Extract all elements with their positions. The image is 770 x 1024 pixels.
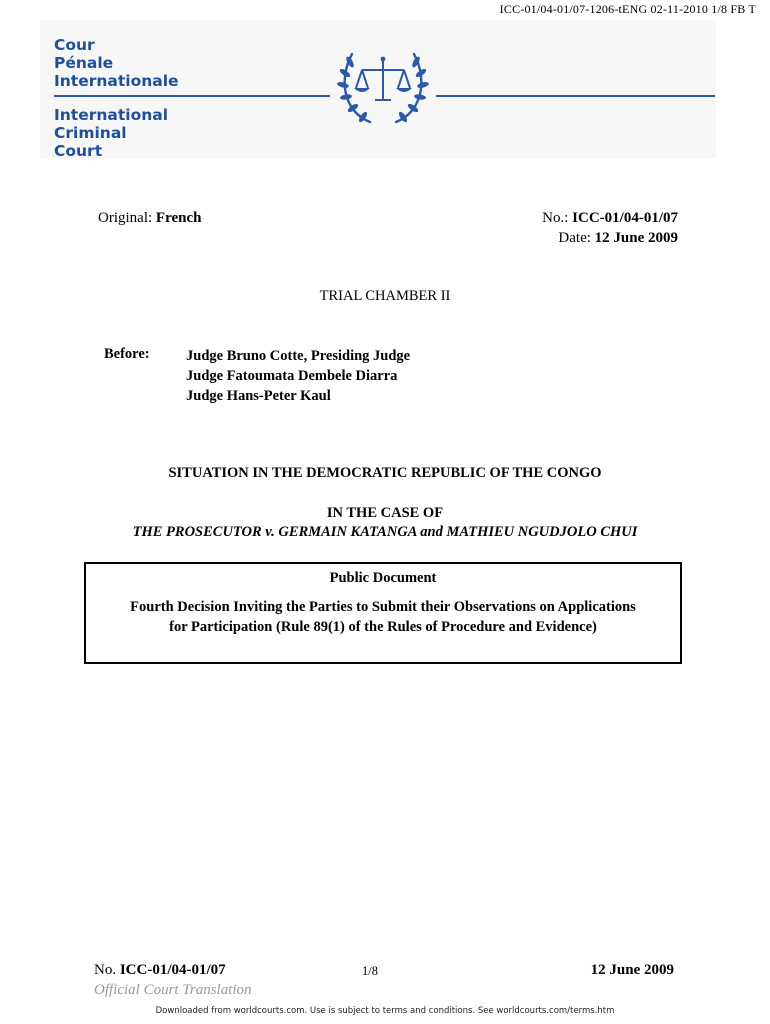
original-language	[98, 208, 201, 228]
footer-page-number: 1/8	[362, 964, 378, 978]
case-number-line	[542, 208, 678, 228]
logo-french-name	[54, 36, 179, 90]
letterhead-rule-left	[54, 95, 330, 97]
logo-english-name	[54, 106, 168, 160]
logo-english-line-3: Court	[54, 142, 103, 160]
document-stamp: ICC-01/04-01/07-1206-tENG 02-11-2010 1/8 FB T	[499, 2, 756, 16]
original-value: French	[155, 210, 202, 226]
scales-of-justice-laurel-icon	[330, 46, 436, 128]
case-date-line	[542, 228, 678, 248]
case-parties: THE PROSECUTOR v. GERMAIN KATANGA and MATHIEU NGUDJOLO CHUI	[132, 524, 638, 540]
judge-item: Judge Hans-Peter Kaul	[186, 388, 331, 404]
document-title-line-1: Fourth Decision Inviting the Parties to Submit their Observations on Applications	[130, 599, 636, 615]
case-date-label: Date:	[558, 230, 591, 246]
footer-case-number	[94, 962, 226, 979]
footer-number-prefix: No.	[94, 962, 117, 978]
footer-date: 12 June 2009	[590, 962, 674, 978]
case-number-label: No.:	[542, 210, 569, 226]
document-classification: Public Document	[329, 570, 437, 586]
judge-item: Judge Fatoumata Dembele Diarra	[186, 368, 398, 384]
situation-heading: SITUATION IN THE DEMOCRATIC REPUBLIC OF THE CONGO	[168, 465, 602, 481]
logo-english-line-2: Criminal	[54, 124, 127, 142]
judge-item: Judge Bruno Cotte, Presiding Judge	[186, 348, 411, 364]
document-title-line-2: for Participation (Rule 89(1) of the Rules of Procedure and Evidence)	[169, 619, 597, 635]
download-notice: Downloaded from worldcourts.com. Use is subject to terms and conditions. See worldcourts.com/terms.htm	[155, 1006, 615, 1016]
case-number-value: ICC-01/04-01/07	[572, 210, 678, 226]
logo-french-line-2: Pénale	[54, 54, 114, 72]
case-reference	[542, 208, 678, 248]
footer-number-value: ICC-01/04-01/07	[119, 962, 226, 978]
in-the-case-heading: IN THE CASE OF	[326, 505, 444, 521]
letterhead-rule-right	[436, 95, 715, 97]
chamber-heading: TRIAL CHAMBER II	[319, 288, 451, 304]
judges-list	[186, 346, 410, 406]
document-title-box	[84, 562, 682, 664]
logo-french-line-3: Internationale	[54, 72, 179, 90]
logo-english-line-1: International	[54, 106, 169, 124]
document-title	[86, 597, 680, 637]
case-date-value: 12 June 2009	[594, 230, 678, 246]
footer-translation-note: Official Court Translation	[94, 982, 252, 998]
logo-french-line-1: Cour	[54, 36, 95, 54]
original-label: Original:	[98, 210, 153, 226]
before-label: Before:	[104, 346, 150, 362]
